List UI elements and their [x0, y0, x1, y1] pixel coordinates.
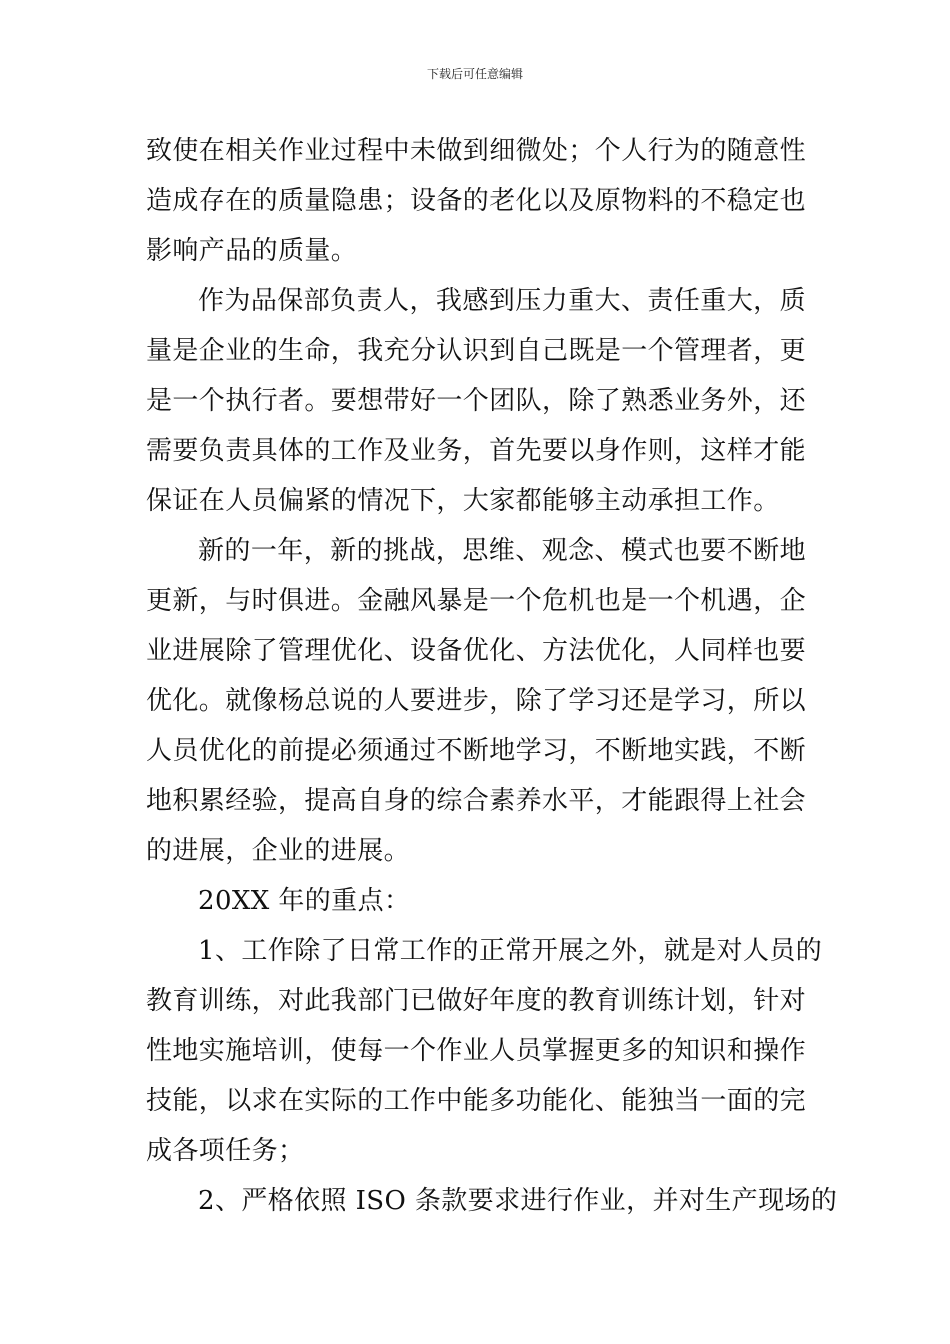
text-line: 技能，以求在实际的工作中能多功能化、能独当一面的完 [146, 1086, 807, 1116]
text-line: 影响产品的质量。 [146, 236, 358, 266]
text-line: 人员优化的前提必须通过不断地学习，不断地实践，不断 [146, 736, 807, 766]
document-body [146, 126, 838, 1226]
text-line: 作为品保部负责人，我感到压力重大、责任重大，质 [198, 286, 806, 316]
text-line: 1、工作除了日常工作的正常开展之外，就是对人员的 [198, 936, 823, 966]
text-line: 是一个执行者。要想带好一个团队，除了熟悉业务外，还 [146, 386, 807, 416]
text-line: 20XX 年的重点： [198, 886, 411, 916]
text-line: 性地实施培训，使每一个作业人员掌握更多的知识和操作 [146, 1036, 807, 1066]
text-line: 业进展除了管理优化、设备优化、方法优化，人同样也要 [146, 636, 807, 666]
text-line: 教育训练，对此我部门已做好年度的教育训练计划，针对 [146, 986, 807, 1016]
text-line: 地积累经验，提高自身的综合素养水平，才能跟得上社会 [146, 786, 807, 816]
text-line: 致使在相关作业过程中未做到细微处；个人行为的随意性 [146, 136, 807, 166]
text-line: 新的一年，新的挑战，思维、观念、模式也要不断地 [198, 536, 806, 566]
text-line: 2、严格依照 ISO 条款要求进行作业，并对生产现场的 [198, 1186, 838, 1216]
page-header: 下载后可任意编辑 [426, 67, 523, 81]
text-line: 优化。就像杨总说的人要进步，除了学习还是学习，所以 [146, 686, 807, 716]
text-line: 造成存在的质量隐患；设备的老化以及原物料的不稳定也 [146, 186, 807, 216]
text-line: 量是企业的生命，我充分认识到自己既是一个管理者，更 [146, 336, 807, 366]
text-line: 需要负责具体的工作及业务，首先要以身作则，这样才能 [146, 436, 807, 466]
text-line: 保证在人员偏紧的情况下，大家都能够主动承担工作。 [146, 486, 780, 516]
text-line: 更新，与时俱进。金融风暴是一个危机也是一个机遇，企 [146, 586, 807, 616]
text-line: 的进展，企业的进展。 [146, 836, 411, 866]
text-line: 成各项任务； [146, 1136, 305, 1166]
